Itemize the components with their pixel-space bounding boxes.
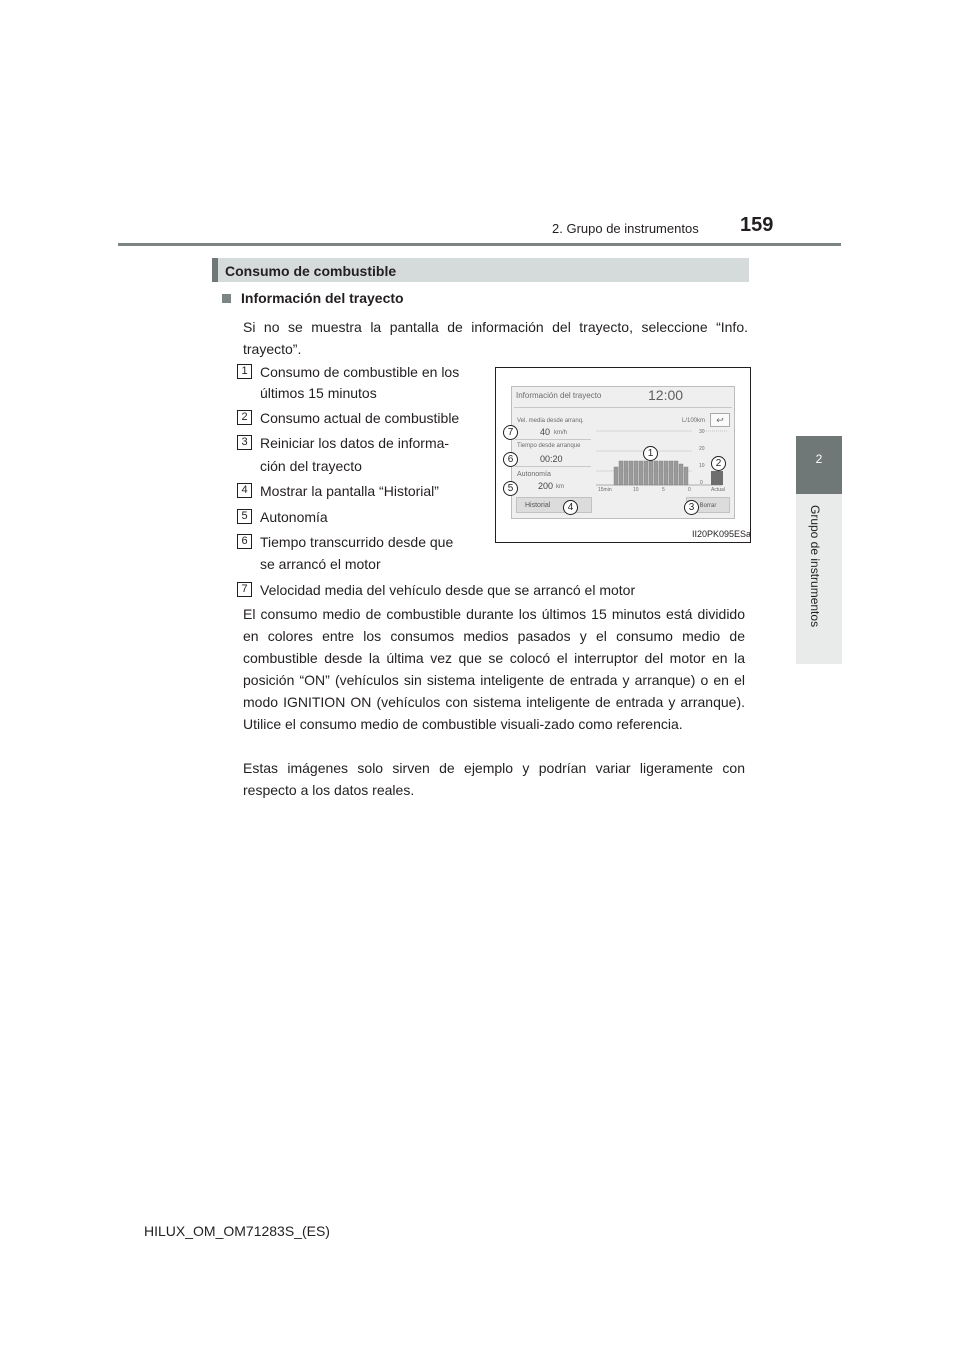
avg-speed-unit: km/h [554,430,568,436]
callout-2: 2 [711,456,726,471]
callout-5: 5 [503,481,518,496]
item-6-line2: se arrancó el motor [260,556,381,572]
back-arrow-icon: ↩ [716,415,724,425]
bar [624,461,628,485]
x-tick-5: 5 [662,487,665,493]
callout-4: 4 [563,500,578,515]
x-tick-15min: 15min [598,487,612,493]
trip-info-screen [511,386,735,519]
section-title: Consumo de combustible [225,263,397,279]
item-1-line1: Consumo de combustible en los [260,364,460,380]
item-number-1: 1 [237,364,252,379]
subheading-text: Información del trayecto [241,290,404,306]
avg-speed-label: Vel. media desde arranq. [517,418,584,424]
item-2-line1: Consumo actual de combustible [260,410,460,426]
bar [664,461,668,485]
bar [654,461,658,485]
bar [634,461,638,485]
chapter-tab-label: Grupo de instrumentos [808,505,822,628]
elapsed-time-label: Tiempo desde arranque [517,443,581,449]
consumption-unit: L/100km [682,418,706,424]
item-7-line1: Velocidad media del vehículo desde que se arrancó el motor [260,582,636,598]
item-number-4: 4 [237,483,252,498]
subheading [222,290,404,306]
y-tick-20: 20 [699,446,705,452]
bar [674,461,678,485]
bar [614,467,618,485]
note-paragraph: Estas imágenes solo sirven de ejemplo y podrían variar ligeramente con respecto a los datos reales. [243,760,745,798]
explanation-paragraph: El consumo medio de combustible durante los últimos 15 minutos está dividido en colores entre los consumos medios pasados y el consumo medio de combustible desde la última vez que se colocó el interruptor del motor en la posición “ON” (vehículos sin sistema inteligente de entrada y arranque) o en el modo IGNITION ON (vehículos con sistema inteligente de entrada y arranque). Utilice el consumo medio de combustible visuali-zado como referencia. [243,606,745,732]
item-number-6: 6 [237,534,252,549]
callout-1: 1 [643,446,658,461]
reset-button[interactable]: Borrar [686,497,730,513]
screen-rule [515,439,591,440]
intro-paragraph: Si no se muestra la pantalla de información del trayecto, seleccione “Info. trayecto”. [243,319,748,357]
bar [659,461,663,485]
item-1-line2: últimos 15 minutos [260,385,377,401]
chapter-tab-number: 2 [815,452,823,466]
range-unit: km [556,484,564,490]
x-tick-0: 0 [688,487,691,493]
screen-rule [515,466,591,467]
bar [669,461,673,485]
item-5-line1: Autonomía [260,509,328,525]
history-button[interactable]: Historial [516,497,592,513]
y-tick-0: 0 [700,480,703,486]
header-rule [118,243,841,246]
elapsed-time-value: 00:20 [540,454,563,464]
y-tick-30: 30 [699,429,705,435]
range-label: Autonomía [517,471,551,478]
current-label: Actual [711,487,725,493]
x-tick-10: 10 [633,487,639,493]
item-number-3: 3 [237,435,252,450]
bar [644,461,648,485]
y-tick-10: 10 [699,463,705,469]
bar [679,464,683,485]
item-3-line2: ción del trayecto [260,458,362,474]
bar [639,461,643,485]
square-bullet-icon [222,294,231,303]
figure-code: II20PK095ESa [692,529,752,539]
item-4-line1: Mostrar la pantalla “Historial” [260,483,439,499]
back-button[interactable] [710,413,730,427]
callout-7: 7 [503,425,518,440]
page-number: 159 [740,214,774,236]
bar [629,461,633,485]
document-code-footer: HILUX_OM_OM71283S_(ES) [144,1223,330,1239]
avg-speed-value: 40 [540,427,551,437]
current-consumption-bar [711,471,723,485]
screen-clock: 12:00 [648,387,684,403]
screen-title: Información del trayecto [516,391,602,400]
bar [684,467,688,485]
callout-3: 3 [684,500,699,515]
screen-divider [514,407,732,408]
range-value: 200 [538,481,554,491]
callout-6: 6 [503,452,518,467]
item-6-line1: Tiempo transcurrido desde que [260,534,454,550]
item-number-5: 5 [237,509,252,524]
item-number-7: 7 [237,582,252,597]
past-consumption-bars [614,461,688,485]
section-heading-bar [212,258,218,282]
running-header-section: 2. Grupo de instrumentos [552,221,699,236]
item-number-2: 2 [237,410,252,425]
bar [649,461,653,485]
item-3-line1: Reiniciar los datos de informa- [260,435,450,451]
bar [619,461,623,485]
